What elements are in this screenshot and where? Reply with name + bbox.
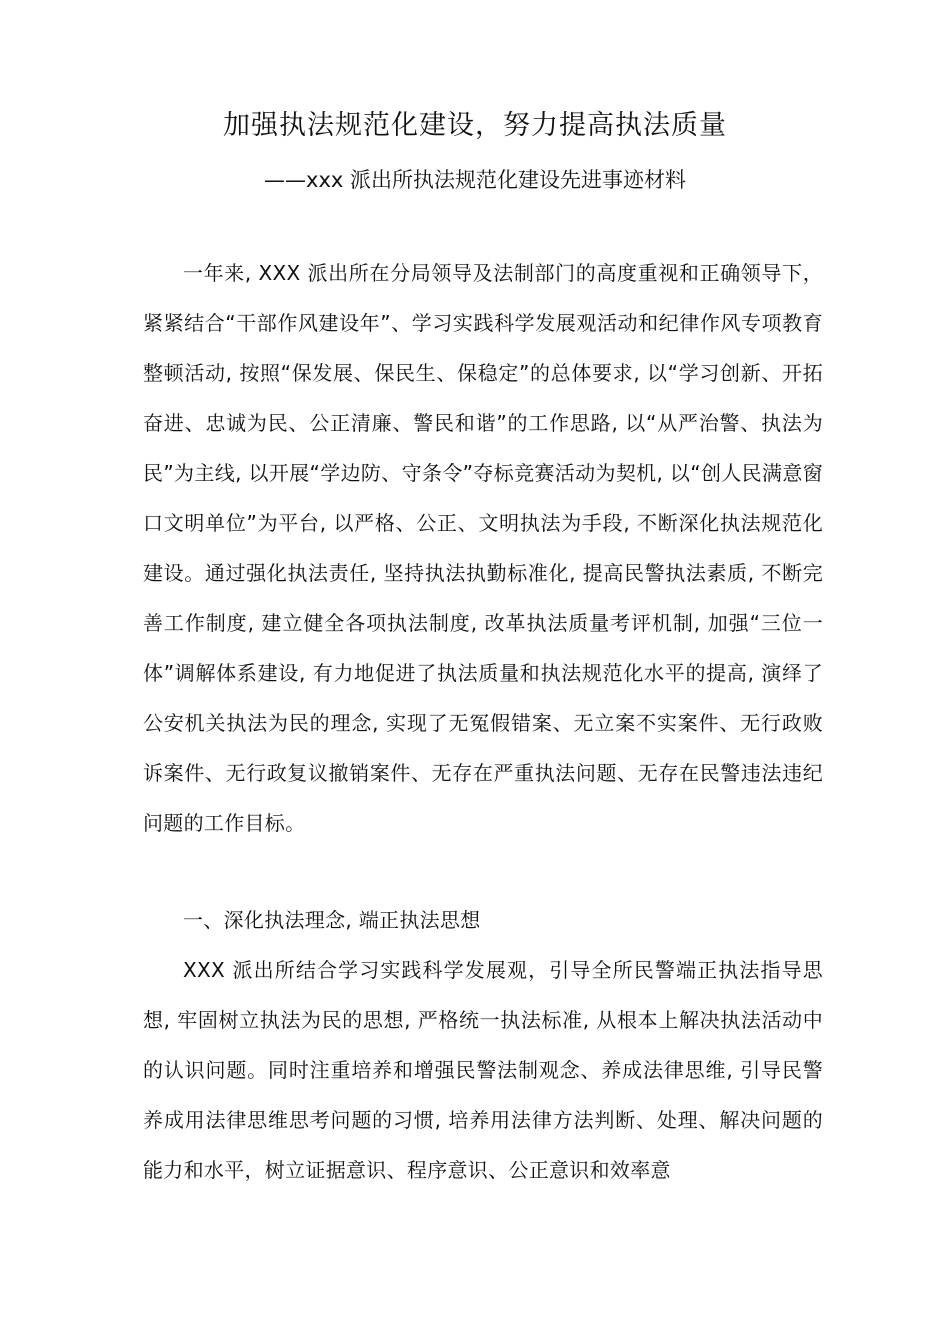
section-heading: 一、深化执法理念, 端正执法思想 xyxy=(183,908,481,932)
document-title: 加强执法规范化建设，努力提高执法质量 xyxy=(223,110,727,141)
document-subtitle: ——xxx 派出所执法规范化建设先进事迹材料 xyxy=(264,168,686,192)
paragraph-section-1: XXX 派出所结合学习实践科学发展观，引导全所民警端正执法指导思想, 牢固树立执法为民的思想, 严格统一执法标准, 从根本上解决执法活动中的认识问题。同时注重培养和增强民警法制观念、养成法律思维, 引导民警养成用法律思维思考问题的习惯, 培养用法律方法判断、处理、解决问题的能力和水平，树立证据意识、程序意识、公正意识和效率意 xyxy=(143,958,823,1182)
paragraph-intro: 一年来, XXX 派出所在分局领导及法制部门的高度重视和正确领导下，紧紧结合“干部作风建设年”、学习实践科学发展观活动和纪律作风专项教育整顿活动, 按照“保发展、保民生、保稳定”的总体要求, 以“学习创新、开拓奋进、忠诚为民、公正清廉、警民和谐”的工作思路, 以“从严治警、执法为民”为主线, 以开展“学边防、守条令”夺标竞赛活动为契机, 以“创人民满意窗口文明单位”为平台, 以严格、公正、文明执法为手段, 不断深化执法规范化建设。通过强化执法责任, 坚持执法执勤标准化, 提高民警执法素质, 不断完善工作制度, 建立健全各项执法制度, 改革执法质量考评机制, 加强“三位一体”调解体系建设, 有力地促进了执法质量和执法规范化水平的提高, 演绎了公安机关执法为民的理念, 实现了无冤假错案、无立案不实案件、无行政败诉案件、无行政复议撤销案件、无存在严重执法问题、无存在民警违法违纪问题的工作目标。 xyxy=(143,261,823,835)
